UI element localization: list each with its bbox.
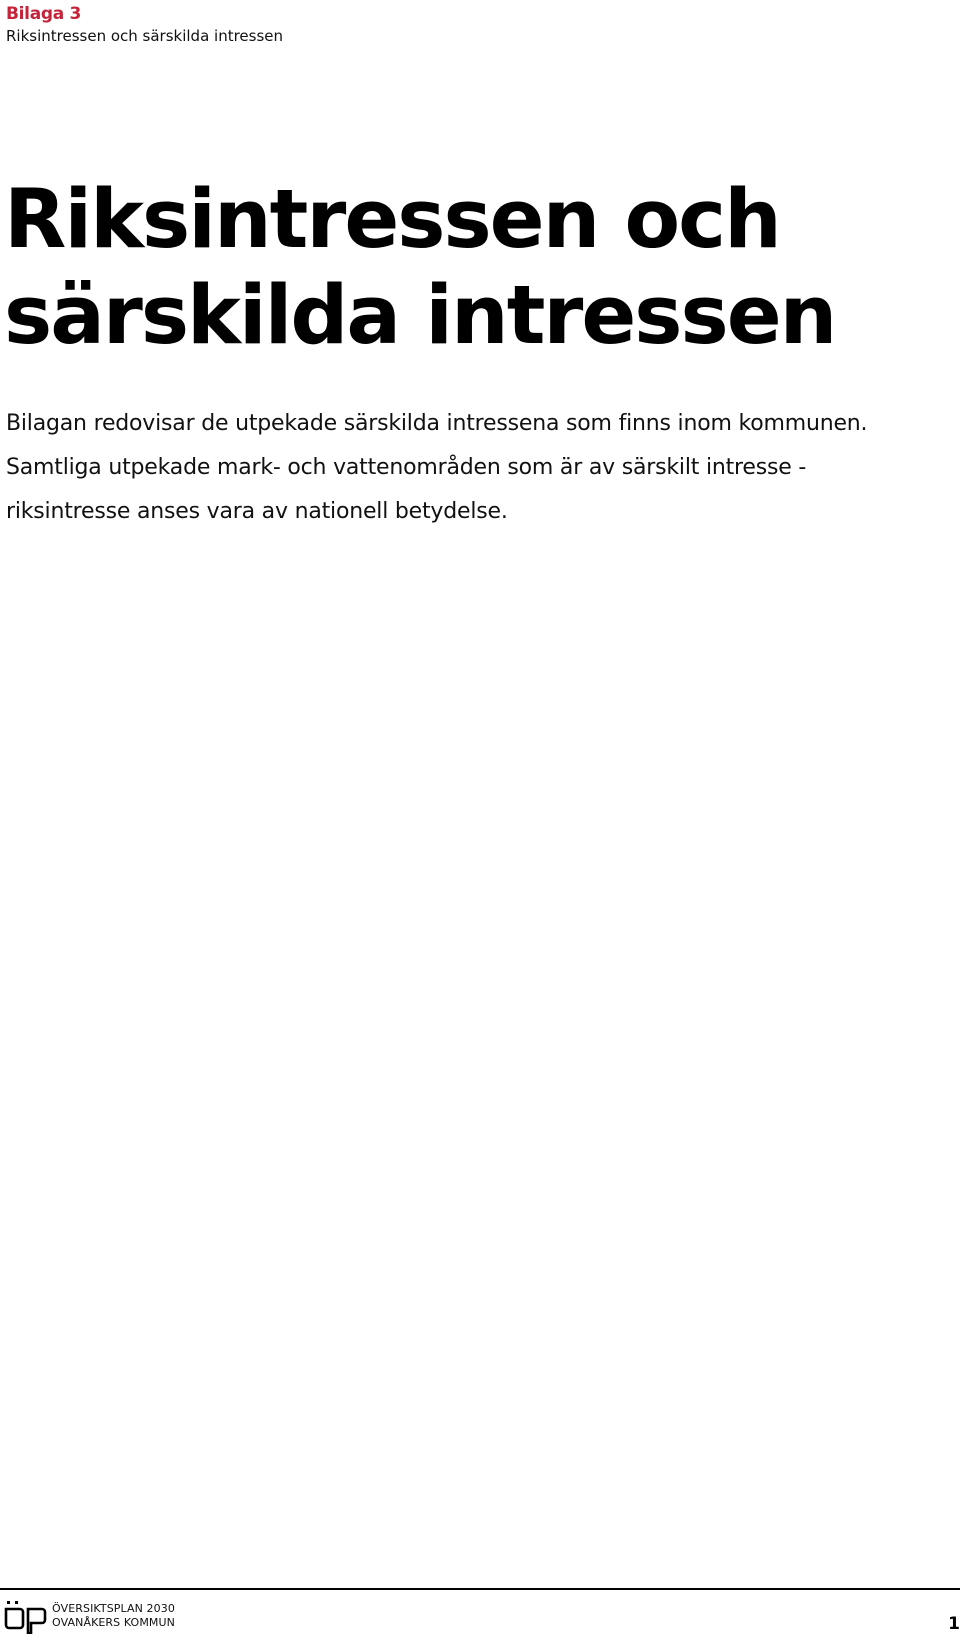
- footer-municipality: OVANÅKERS KOMMUN: [52, 1616, 175, 1629]
- footer-divider: [0, 1588, 960, 1590]
- page-title: [4, 172, 835, 364]
- intro-line-1: Bilagan redovisar de utpekade särskilda intressena som finns inom kommunen.: [6, 411, 868, 436]
- page-title-line-2: särskilda intressen: [4, 269, 836, 363]
- page-title-line-1: Riksintressen och: [4, 173, 780, 267]
- header-subtitle: Riksintressen och särskilda intressen: [6, 27, 284, 45]
- appendix-label: Bilaga 3: [6, 4, 82, 24]
- intro-paragraph: [6, 402, 946, 534]
- op-logo-icon: [4, 1600, 48, 1634]
- intro-line-3: riksintresse anses vara av nationell betydelse.: [6, 499, 508, 524]
- footer-plan-name: ÖVERSIKTSPLAN 2030: [52, 1602, 175, 1615]
- page-number: 1: [948, 1614, 960, 1634]
- footer-text: [52, 1602, 175, 1630]
- intro-line-2: Samtliga utpekade mark- och vattenområden som är av särskilt intresse -: [6, 455, 807, 480]
- running-header: [6, 2, 283, 46]
